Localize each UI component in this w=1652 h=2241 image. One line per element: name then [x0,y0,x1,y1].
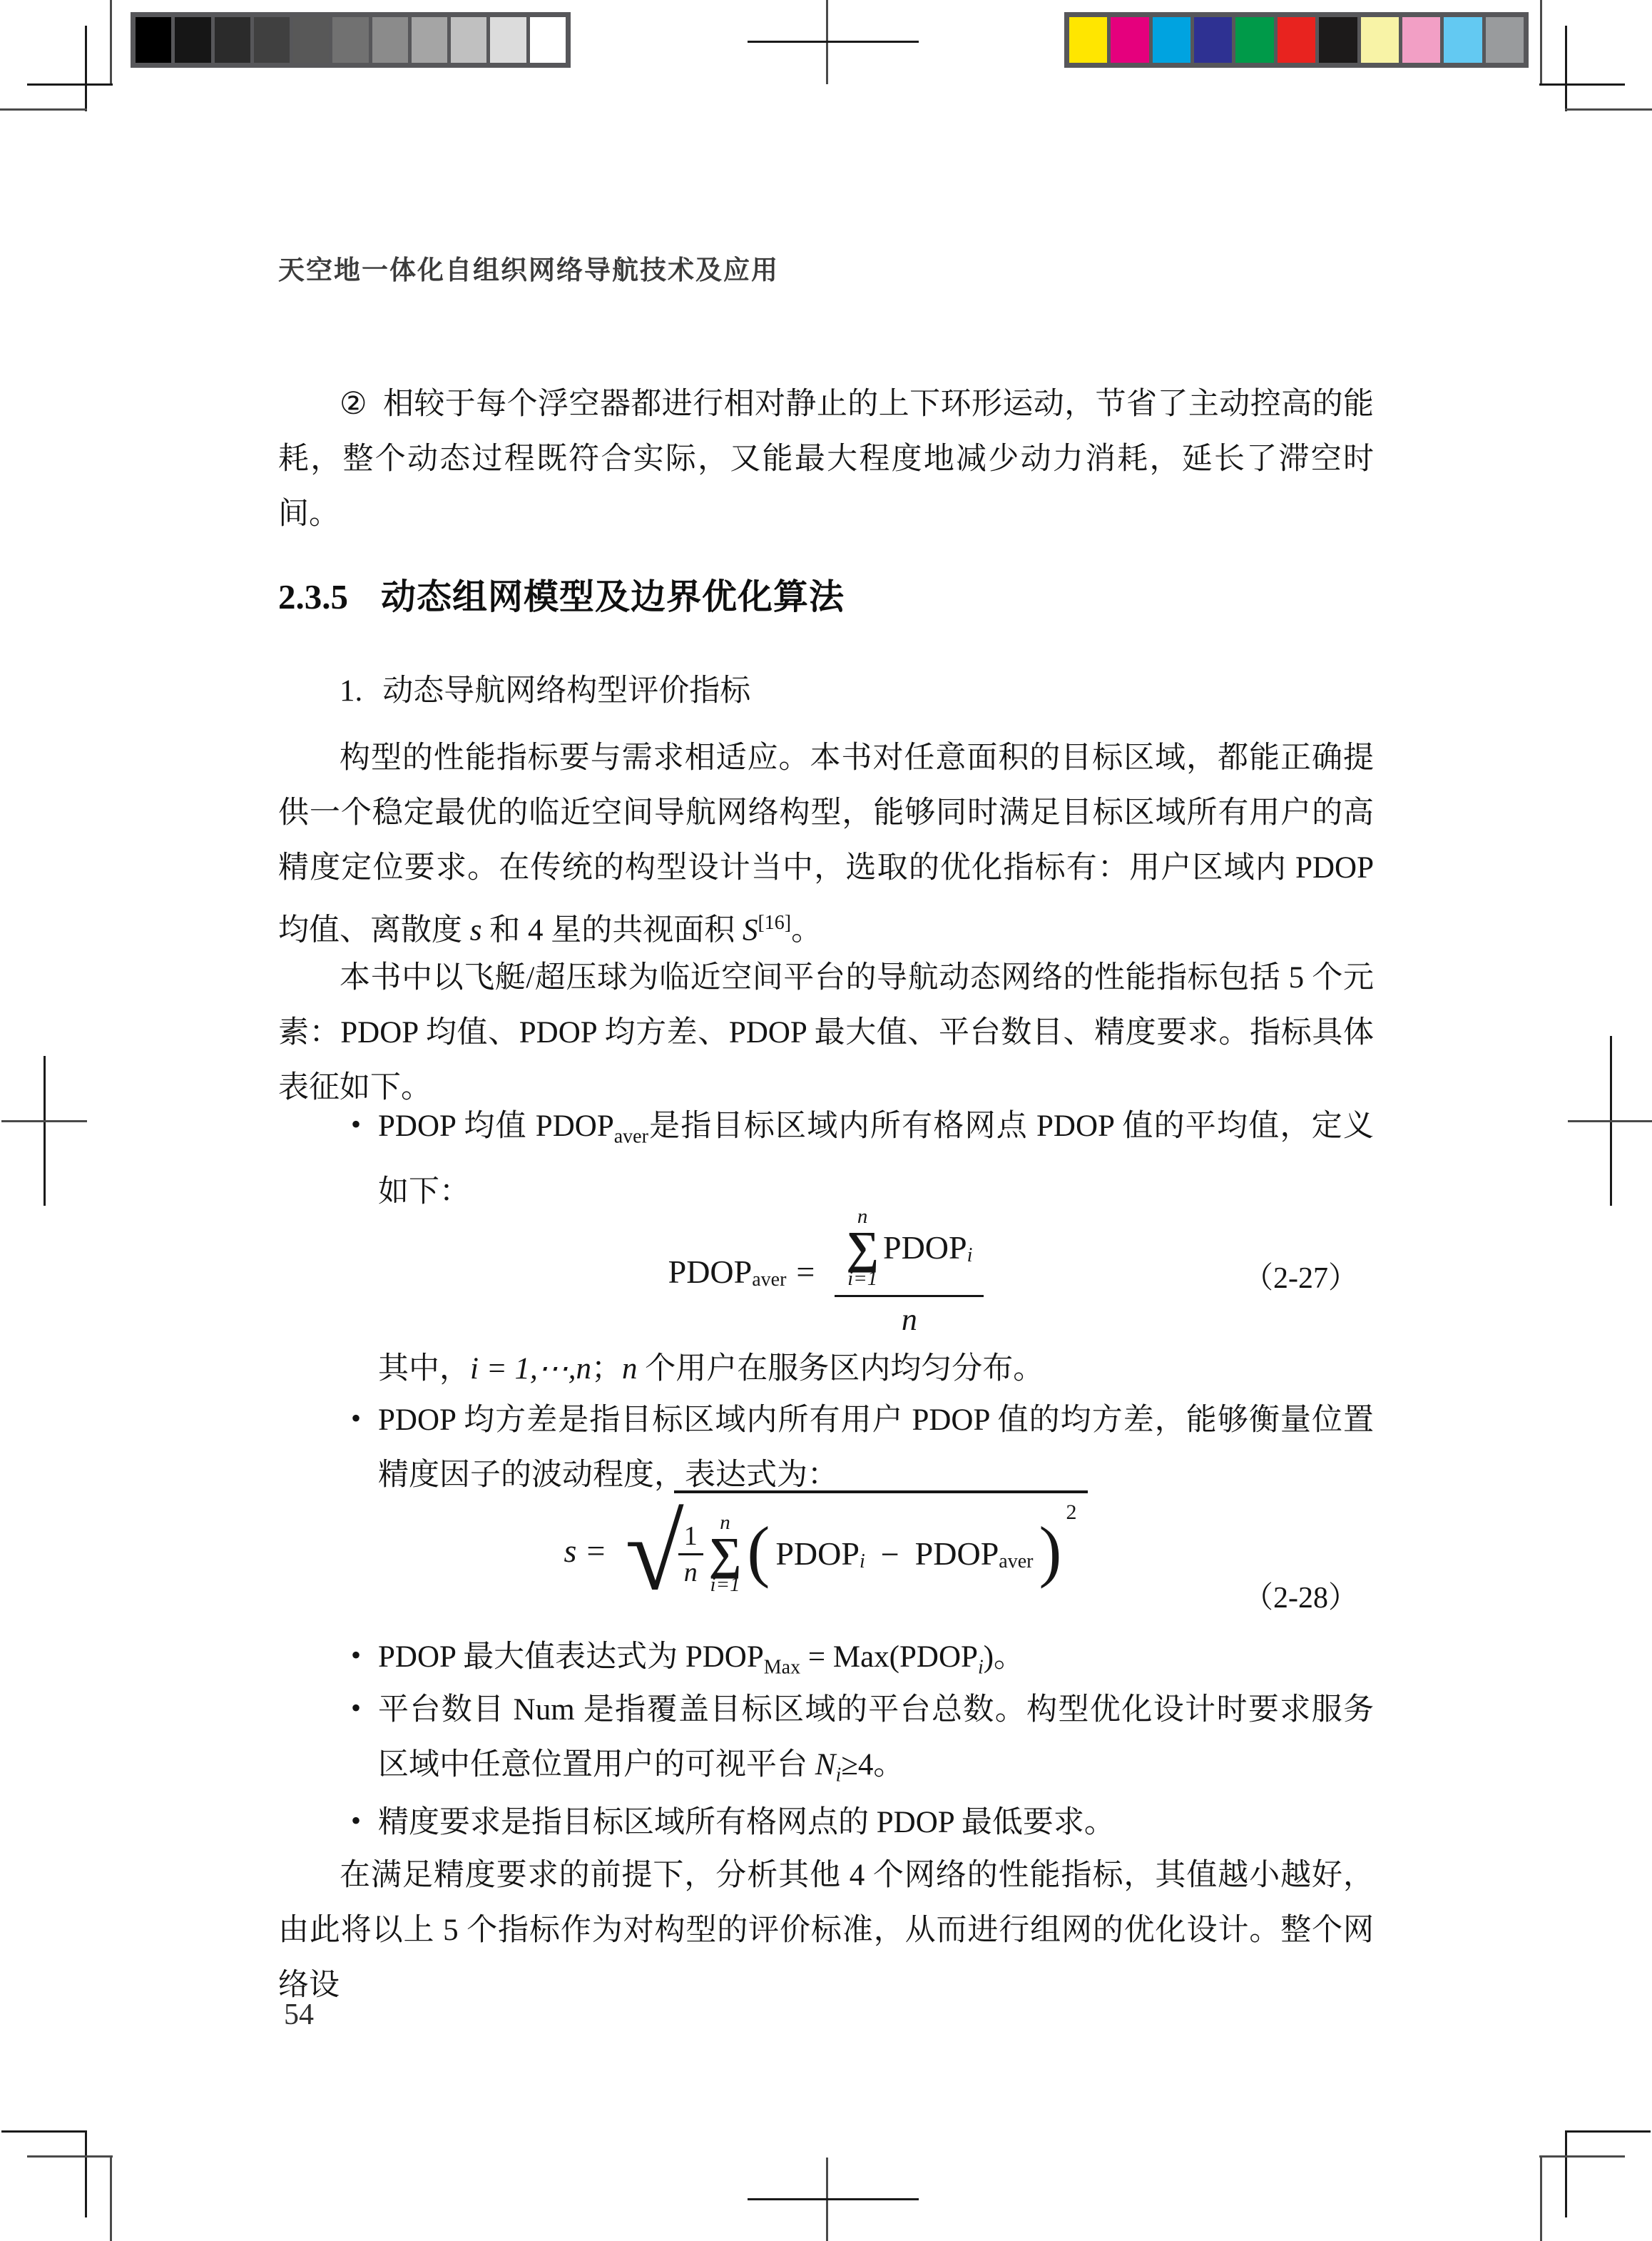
text-segment: 构型的性能指标要与需求相适应。本书对任意面积的目标区域，都能正确提供一个稳定最优的临近空间导航网络构型，能够同时满足目标区域所有用户的高精度定位要求。在传统的构型设计当中，选取的优化指标有：用户区域内 PDOP 均值、离散度 [278,741,1374,947]
registration-cross-bottom-center [748,2198,919,2200]
calibration-swatch [372,17,408,63]
text-segment: 平台数目 Num 是指覆盖目标区域的平台总数。构型优化设计时要求服务区域中任意位置用户的可视平台 [378,1693,1374,1782]
calibration-swatch [1486,17,1524,63]
math-var-N: N [815,1748,836,1782]
color-calibration-bar [1064,12,1529,68]
equation-number: （2-28） [1243,1582,1358,1615]
summation-operator: n ∑ i=1 [846,1205,879,1290]
calibration-swatch [136,17,171,63]
reference-superscript: [16] [758,912,792,934]
math-var-n: n [621,1352,638,1386]
text-segment: 个用户在服务区内均匀分布。 [637,1352,1044,1386]
equation-body [278,1203,1374,1341]
crop-mark-top-left [27,83,113,86]
calibration-swatch [293,17,329,63]
crop-mark-bottom-left [110,2155,112,2241]
calibration-swatch [215,17,250,63]
math-pdop: PDOP [775,1535,860,1572]
math-var-s: s [469,913,482,947]
calibration-swatch [1111,17,1148,63]
section-number: 2.3.5 [278,577,348,616]
section-title: 动态组网模型及边界优化算法 [381,578,845,616]
section-heading [278,569,1374,619]
subscript-max: Max [763,1656,801,1679]
bullet-icon: • [351,1402,362,1434]
calibration-swatch [1319,17,1357,63]
math-index-range: i = 1,⋯,n [470,1352,591,1386]
crop-mark-top-left [110,0,112,86]
crop-mark-top-right [1539,83,1625,86]
text-segment: )。 [983,1640,1025,1674]
subscript-aver: aver [752,1269,787,1291]
crop-mark-bottom-right [1565,2130,1567,2217]
equation-2-27 [278,1203,1374,1341]
math-var-S: S [742,913,758,947]
crop-mark-top-left [0,108,87,111]
math-pdop: PDOP [668,1253,753,1290]
calibration-swatch [1194,17,1232,63]
circled-number-marker: ② [340,387,367,421]
calibration-swatch [1444,17,1482,63]
bullet-icon: • [351,1804,362,1836]
subscript-i: i [835,1764,842,1787]
text-segment: 是指目标区域内所有格网点 PDOP 值的平均值，定义如下： [378,1109,1374,1209]
text-segment: PDOP 均方差是指目标区域内所有用户 PDOP 值的均方差，能够衡量位置精度因子的波动程度，表达式为： [378,1403,1374,1492]
crop-mark-bottom-left [85,2130,87,2217]
calibration-swatch [490,17,526,63]
radical-icon: √ [625,1494,684,1612]
text-segment: 其中， [378,1352,470,1386]
equation-2-28 [278,1488,1374,1615]
registration-cross-left-middle [44,1056,46,1206]
text-segment: PDOP 最大值表达式为 PDOP [378,1640,764,1674]
crop-mark-bottom-right [1539,2155,1625,2158]
math-pdop: PDOP [914,1535,999,1572]
subscript-i: i [859,1550,865,1573]
calibration-swatch [1153,17,1190,63]
equation-body [278,1488,1374,1612]
where-clause [278,1341,1374,1396]
text-segment: 精度要求是指目标区域所有格网点的 PDOP 最低要求。 [378,1806,1115,1839]
denominator-n: n [901,1301,917,1337]
calibration-swatch [254,17,290,63]
text-segment: 。 [791,913,822,947]
calibration-swatch [332,17,368,63]
calibration-swatch [530,17,566,63]
subscript-aver: aver [999,1550,1034,1573]
exponent-2: 2 [1066,1500,1077,1524]
subsection-number: 1. [340,674,363,708]
registration-cross-right-middle [1568,1120,1652,1122]
calibration-swatch [1278,17,1315,63]
page-number: 54 [284,1998,314,2031]
text-segment: ≥4。 [841,1748,904,1782]
crop-mark-bottom-right [1565,2130,1651,2133]
bullet-icon: • [351,1639,362,1671]
paragraph-config [278,731,1374,957]
paragraph-closing: 在满足精度要求的前提下，分析其他 4 个网络的性能指标，其值越小越好，由此将以上 5 个指标作为对构型的评价标准，从而进行组网的优化设计。整个网络设 [278,1859,1374,2002]
crop-mark-top-right [1565,108,1652,111]
text-segment: 相较于每个浮空器都进行相对静止的上下环形运动，节省了主动控高的能耗，整个动态过程既符合实际，又能最大程度地减少动力消耗，延长了滞空时间。 [278,387,1374,531]
subscript-i: i [967,1244,973,1267]
bullet-pdop-std [278,1393,1374,1503]
sigma-icon: ∑ [846,1222,879,1274]
calibration-swatch [412,17,447,63]
calibration-swatch [1069,17,1107,63]
calibration-swatch [1361,17,1399,63]
bullet-platform-num [278,1682,1374,1803]
calibration-swatch [451,17,486,63]
crop-mark-bottom-left [1,2130,87,2133]
subscript-i: i [977,1656,984,1679]
bullet-precision [278,1795,1374,1850]
subscript-aver: aver [613,1125,648,1148]
square-root [625,1490,1088,1610]
subsection-heading [340,666,1374,710]
crop-mark-top-right [1565,26,1567,111]
crop-mark-top-right [1540,0,1542,86]
text-segment: 和 4 星的共视面积 [481,913,743,947]
summation-operator: n ∑ i=1 [708,1511,742,1596]
math-pdop: PDOP [882,1229,967,1266]
crop-mark-top-left [85,26,87,111]
equals-sign: = [586,1532,606,1569]
grayscale-calibration-bar [131,12,571,68]
text-segment: = Max(PDOP [800,1640,978,1674]
registration-cross-left-middle [1,1120,87,1122]
subsection-title: 动态导航网络构型评价指标 [382,674,751,708]
paragraph-book: 本书中以飞艇/超压球为临近空间平台的导航动态网络的性能指标包括 5 个元素：PDOP 均值、PDOP 均方差、PDOP 最大值、平台数目、精度要求。指标具体表征如下。 [278,961,1374,1104]
bullet-pdop-aver [278,1099,1374,1219]
registration-cross-top-center [748,41,919,43]
running-head: 天空地一体化自组织网络导航技术及应用 [278,256,779,285]
calibration-swatch [1402,17,1440,63]
text-segment: ； [591,1352,622,1386]
math-var-s: s [564,1532,577,1569]
paragraph-intro [278,377,1374,542]
text-segment: PDOP 均值 PDOP [378,1109,614,1143]
calibration-swatch [175,17,210,63]
crop-mark-bottom-left [27,2155,113,2158]
close-paren: ) [1039,1513,1062,1589]
crop-mark-bottom-right [1540,2155,1542,2241]
bullet-icon: • [351,1108,362,1140]
fraction [835,1206,984,1338]
open-paren: ( [747,1513,770,1589]
bullet-icon: • [351,1692,362,1724]
equation-number: （2-27） [1243,1262,1358,1295]
fraction-1-over-n: $\frac{1}{n}$ [678,1520,703,1588]
sigma-icon: ∑ [708,1528,742,1580]
equals-sign: = [796,1253,815,1290]
minus-sign: − [880,1535,899,1572]
calibration-swatch [1235,17,1273,63]
